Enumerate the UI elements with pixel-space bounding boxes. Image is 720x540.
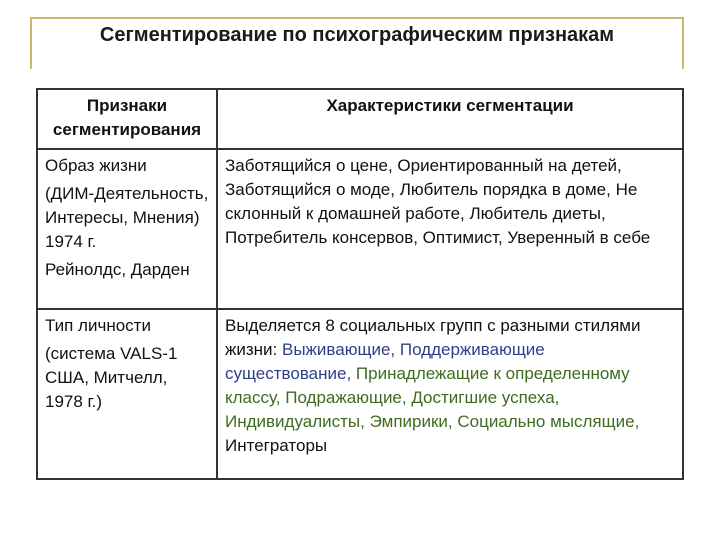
table-row	[37, 149, 683, 309]
vals-groups-last: Интеграторы	[225, 436, 328, 455]
criteria-line: (ДИМ-Деятельность, Интересы, Мнения) 1974 г.	[45, 184, 209, 251]
row-characteristics-lifestyle: Заботящийся о цене, Ориентированный на детей, Заботящийся о моде, Любитель порядка в доме, Не склонный к домашней работе, Любитель диеты, Потребитель консервов, Оптимист, Уверенный в себе	[217, 149, 683, 309]
table-header-row	[37, 89, 683, 149]
row-characteristics-personality	[217, 309, 683, 479]
vals-groups-blue: Выживающие, Поддерживающие существование,	[225, 340, 545, 383]
header-criteria: Признаки сегментирования	[37, 89, 217, 149]
criteria-line: Тип личности	[45, 316, 151, 335]
vals-groups-green: Принадлежащие к определенному классу, Подражающие, Достигшие успеха, Индивидуалисты, Эмпирики, Социально мыслящие,	[225, 364, 640, 431]
vals-intro-text: Выделяется 8 социальных групп с разными стилями жизни:	[225, 316, 641, 359]
row-criteria-personality	[37, 309, 217, 479]
criteria-line: (система VALS-1 США, Митчелл, 1978 г.)	[45, 344, 178, 411]
segmentation-table	[36, 88, 684, 480]
criteria-line: Образ жизни	[45, 156, 147, 175]
criteria-line: Рейнолдс, Дарден	[45, 260, 190, 279]
header-characteristics: Характеристики сегментации	[217, 89, 683, 149]
table-row	[37, 309, 683, 479]
slide-title: Сегментирование по психографическим признакам	[99, 24, 615, 46]
row-criteria-lifestyle	[37, 149, 217, 309]
